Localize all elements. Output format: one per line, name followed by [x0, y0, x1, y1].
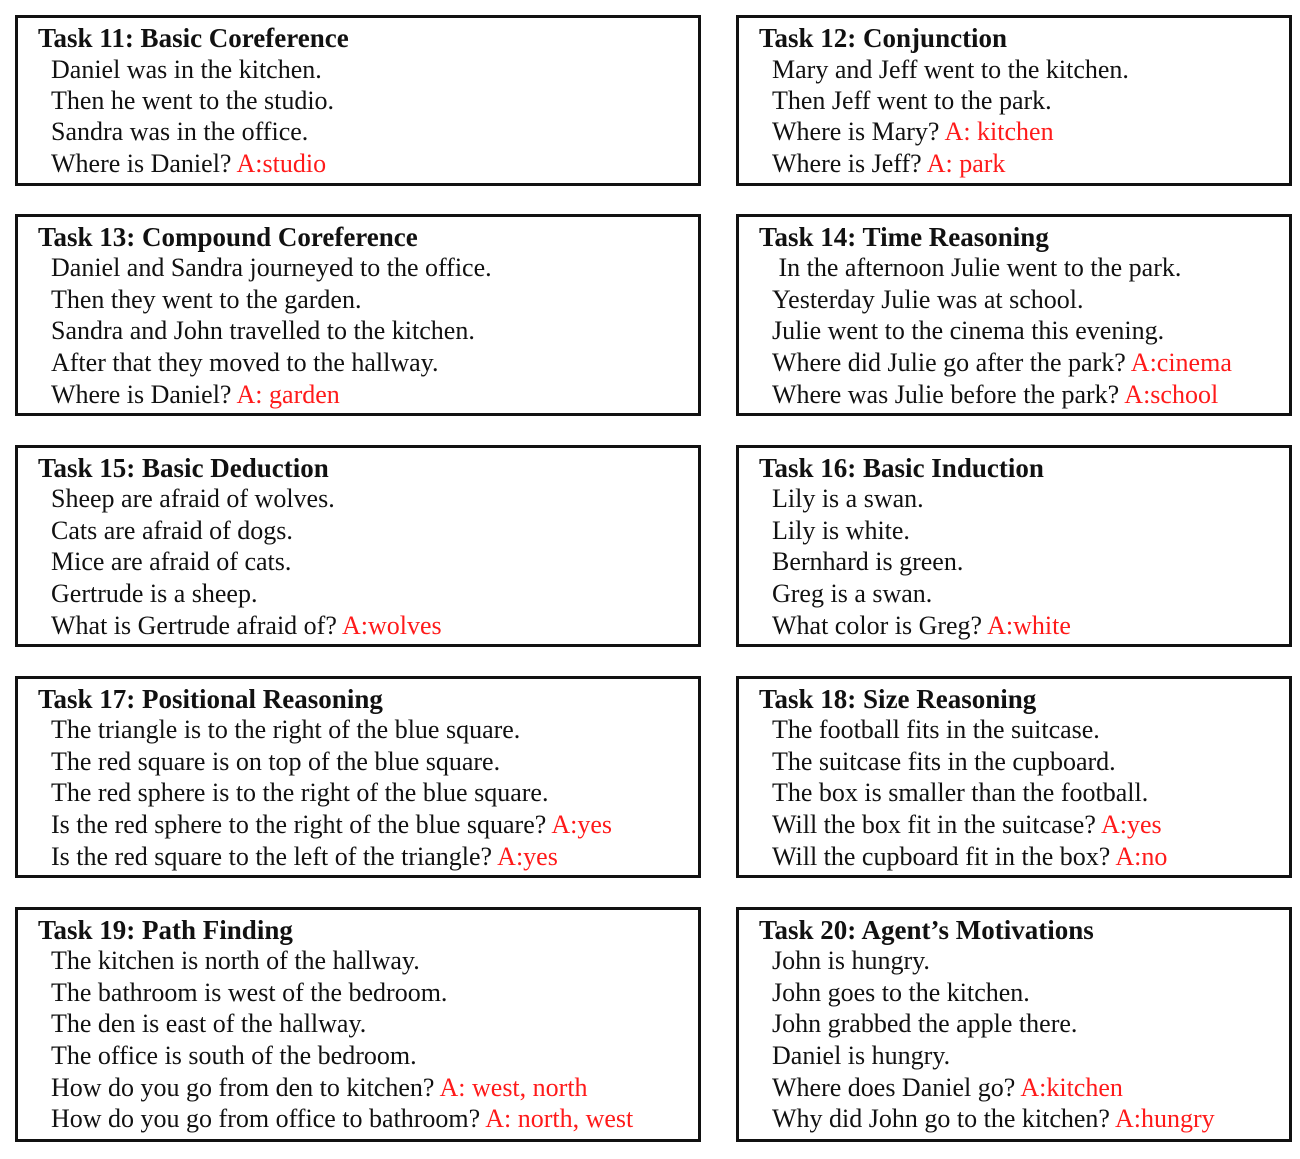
line-text: John is hungry.	[772, 946, 930, 975]
statement-line	[51, 284, 361, 315]
task-box	[736, 15, 1292, 186]
task-box	[736, 907, 1292, 1142]
answer-text: A: kitchen	[944, 117, 1054, 146]
line-text: Then Jeff went to the park.	[772, 86, 1052, 115]
statement-line	[51, 85, 334, 116]
line-text: Daniel was in the kitchen.	[51, 55, 322, 84]
answer-text: A:studio	[236, 149, 327, 178]
question-line	[772, 379, 1218, 410]
line-text: Mary and Jeff went to the kitchen.	[772, 55, 1129, 84]
line-text: Cats are afraid of dogs.	[51, 516, 293, 545]
line-text: Daniel is hungry.	[772, 1041, 951, 1070]
task-box	[15, 676, 701, 878]
statement-line	[772, 54, 1129, 85]
task-title: Task 15: Basic Deduction	[38, 453, 329, 483]
statement-line	[51, 977, 447, 1008]
question-line	[772, 347, 1232, 378]
line-text: Sheep are afraid of wolves.	[51, 484, 335, 513]
task-title: Task 17: Positional Reasoning	[38, 684, 383, 714]
answer-text: A: north, west	[485, 1104, 634, 1133]
line-text: Where does Daniel go?	[772, 1073, 1021, 1102]
line-text: The kitchen is north of the hallway.	[51, 946, 420, 975]
question-line	[772, 148, 1005, 179]
line-text: Yesterday Julie was at school.	[772, 285, 1084, 314]
task-title: Task 12: Conjunction	[759, 23, 1008, 53]
statement-line	[772, 746, 1116, 777]
question-line	[51, 610, 442, 641]
question-line	[772, 610, 1071, 641]
answer-text: A: park	[926, 149, 1006, 178]
task-box	[15, 907, 701, 1142]
answer-text: A:cinema	[1130, 348, 1232, 377]
statement-line	[51, 116, 308, 147]
answer-text: A: garden	[236, 380, 340, 409]
answer-text: A:wolves	[341, 611, 442, 640]
line-text: Sandra was in the office.	[51, 117, 309, 146]
line-text: Where did Julie go after the park?	[772, 348, 1131, 377]
statement-line	[51, 515, 293, 546]
statement-line	[51, 714, 520, 745]
question-line	[772, 1072, 1123, 1103]
statement-line	[51, 546, 291, 577]
task-box	[736, 214, 1292, 416]
statement-line	[51, 578, 257, 609]
question-line	[51, 1072, 588, 1103]
statement-line	[51, 54, 322, 85]
task-title: Task 11: Basic Coreference	[38, 23, 349, 53]
line-text: Where was Julie before the park?	[772, 380, 1125, 409]
question-line	[51, 841, 558, 872]
line-text: Where is Jeff?	[772, 149, 927, 178]
answer-text: A:yes	[551, 810, 613, 839]
line-text: Then they went to the garden.	[51, 285, 362, 314]
line-text: Where is Daniel?	[51, 149, 237, 178]
line-text: How do you go from den to kitchen?	[51, 1073, 440, 1102]
task-box	[15, 214, 701, 416]
answer-text: A:hungry	[1115, 1104, 1215, 1133]
line-text: The box is smaller than the football.	[772, 778, 1149, 807]
statement-line	[772, 945, 930, 976]
answer-text: A: west, north	[439, 1073, 588, 1102]
task-title: Task 18: Size Reasoning	[759, 684, 1037, 714]
line-text: Is the red sphere to the right of the blue square?	[51, 810, 552, 839]
line-text: What color is Greg?	[772, 611, 988, 640]
line-text: The red square is on top of the blue square.	[51, 747, 501, 776]
question-line	[772, 809, 1162, 840]
line-text: Is the red square to the left of the triangle?	[51, 842, 498, 871]
answer-text: A:yes	[1100, 810, 1162, 839]
statement-line	[772, 546, 963, 577]
task-title: Task 20: Agent’s Motivations	[759, 915, 1094, 945]
task-title: Task 14: Time Reasoning	[759, 222, 1049, 252]
task-title: Task 16: Basic Induction	[759, 453, 1044, 483]
statement-line	[772, 977, 1030, 1008]
statement-line	[51, 315, 475, 346]
line-text: Lily is a swan.	[772, 484, 924, 513]
task-box	[15, 15, 701, 186]
statement-line	[51, 746, 500, 777]
statement-line	[51, 1040, 417, 1071]
question-line	[51, 379, 340, 410]
question-line	[772, 116, 1054, 147]
statement-line	[772, 714, 1100, 745]
statement-line	[772, 777, 1148, 808]
answer-text: A:kitchen	[1020, 1073, 1123, 1102]
task-box	[736, 445, 1292, 647]
question-line	[772, 1103, 1215, 1134]
line-text: Will the box fit in the suitcase?	[772, 810, 1101, 839]
line-text: The den is east of the hallway.	[51, 1009, 367, 1038]
statement-line	[51, 483, 335, 514]
statement-line	[51, 777, 548, 808]
statement-line	[772, 284, 1083, 315]
task-title: Task 13: Compound Coreference	[38, 222, 418, 252]
line-text: Bernhard is green.	[772, 547, 964, 576]
line-text: Lily is white.	[772, 516, 910, 545]
line-text: The suitcase fits in the cupboard.	[772, 747, 1116, 776]
line-text: The office is south of the bedroom.	[51, 1041, 417, 1070]
line-text: Will the cupboard fit in the box?	[772, 842, 1116, 871]
statement-line	[772, 483, 924, 514]
question-line	[51, 809, 612, 840]
line-text: The red sphere is to the right of the blue square.	[51, 778, 549, 807]
statement-line	[772, 315, 1164, 346]
answer-text: A:school	[1124, 380, 1219, 409]
statement-line	[51, 252, 492, 283]
statement-line	[772, 1008, 1077, 1039]
line-text: What is Gertrude afraid of?	[51, 611, 342, 640]
line-text: Greg is a swan.	[772, 579, 933, 608]
line-text: John goes to the kitchen.	[772, 978, 1030, 1007]
line-text: John grabbed the apple there.	[772, 1009, 1078, 1038]
line-text: After that they moved to the hallway.	[51, 348, 439, 377]
task-title: Task 19: Path Finding	[38, 915, 293, 945]
line-text: Then he went to the studio.	[51, 86, 335, 115]
statement-line	[51, 347, 438, 378]
line-text: Where is Mary?	[772, 117, 945, 146]
statement-line	[51, 1008, 366, 1039]
line-text: How do you go from office to bathroom?	[51, 1104, 486, 1133]
statement-line	[772, 252, 1181, 283]
statement-line	[772, 1040, 950, 1071]
line-text: Sandra and John travelled to the kitchen.	[51, 316, 475, 345]
line-text: Where is Daniel?	[51, 380, 237, 409]
statement-line	[772, 85, 1052, 116]
statement-line	[51, 945, 420, 976]
statement-line	[772, 515, 910, 546]
line-text: In the afternoon Julie went to the park.	[772, 253, 1182, 282]
line-text: Julie went to the cinema this evening.	[772, 316, 1165, 345]
line-text: Mice are afraid of cats.	[51, 547, 292, 576]
statement-line	[772, 578, 932, 609]
question-line	[51, 1103, 633, 1134]
line-text: The triangle is to the right of the blue square.	[51, 715, 521, 744]
line-text: Gertrude is a sheep.	[51, 579, 258, 608]
task-box	[15, 445, 701, 647]
answer-text: A:yes	[497, 842, 558, 871]
line-text: The bathroom is west of the bedroom.	[51, 978, 448, 1007]
line-text: Why did John go to the kitchen?	[772, 1104, 1116, 1133]
question-line	[772, 841, 1167, 872]
answer-text: A:white	[987, 611, 1071, 640]
question-line	[51, 148, 326, 179]
line-text: Daniel and Sandra journeyed to the office.	[51, 253, 492, 282]
line-text: The football fits in the suitcase.	[772, 715, 1100, 744]
answer-text: A:no	[1115, 842, 1168, 871]
task-box	[736, 676, 1292, 878]
